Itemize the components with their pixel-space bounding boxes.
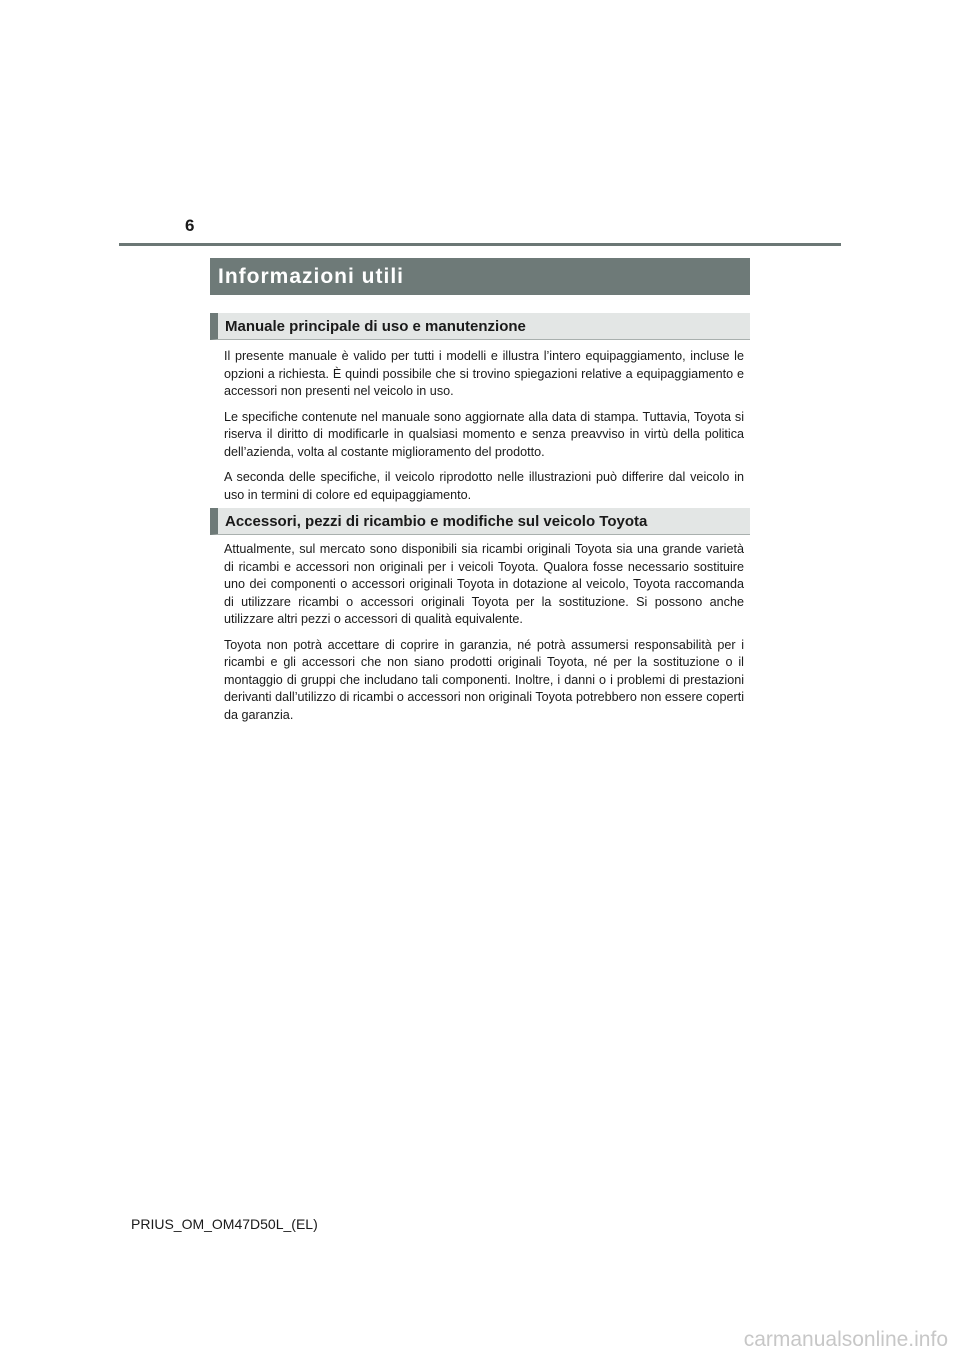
- section-heading-manual: Manuale principale di uso e manutenzione: [210, 313, 750, 340]
- paragraph: Attualmente, sul mercato sono disponibili sia ricambi originali Toyota sia una grande varietà di ricambi e accessori non originali per i veicoli Toyota. Qualora fosse necessario sostituire uno dei componenti o accessori originali Toyota in dotazione al veicolo, Toyota raccomanda di utilizzare ricambi o accessori originali Toyota per la sostituzione. Si possono anche utilizzare altri pezzi o accessori di qualità equivalente.: [224, 542, 744, 626]
- header-divider: [119, 243, 841, 246]
- watermark: carmanualsonline.info: [743, 1328, 948, 1351]
- paragraph: Il presente manuale è valido per tutti i modelli e illustra l’intero equipaggiamento, incluse le opzioni a richiesta. È quindi possibile che si trovino spiegazioni relative a equipaggiamento e accessori non presenti nel veicolo in uso.: [224, 349, 744, 398]
- document-code: PRIUS_OM_OM47D50L_(EL): [131, 1216, 318, 1232]
- paragraph: Le specifiche contenute nel manuale sono aggiornate alla data di stampa. Tuttavia, Toyota si riserva il diritto di modificarle in qualsiasi momento e senza preavviso in virtù della politica dell’azienda, volta al costante miglioramento del prodotto.: [224, 409, 744, 459]
- paragraph: A seconda delle specifiche, il veicolo riprodotto nelle illustrazioni può differire dal veicolo in uso in termini di colore ed equipaggiamento.: [224, 470, 744, 502]
- section-heading-accessories: Accessori, pezzi di ricambio e modifiche sul veicolo Toyota: [210, 508, 750, 535]
- section-body-accessories: [224, 541, 744, 732]
- page-number: 6: [185, 216, 195, 235]
- paragraph: Toyota non potrà accettare di coprire in garanzia, né potrà assumersi responsabilità per i ricambi e gli accessori che non siano prodotti originali Toyota, né per la sostituzione o il montaggio di gruppi che includano tali componenti. Inoltre, i danni o i problemi di prestazioni derivanti dall’utilizzo di ricambi o accessori non originali Toyota potrebbero non essere coperti da garanzia.: [224, 637, 744, 722]
- section-body-manual: [224, 348, 744, 512]
- chapter-title: Informazioni utili: [210, 258, 750, 295]
